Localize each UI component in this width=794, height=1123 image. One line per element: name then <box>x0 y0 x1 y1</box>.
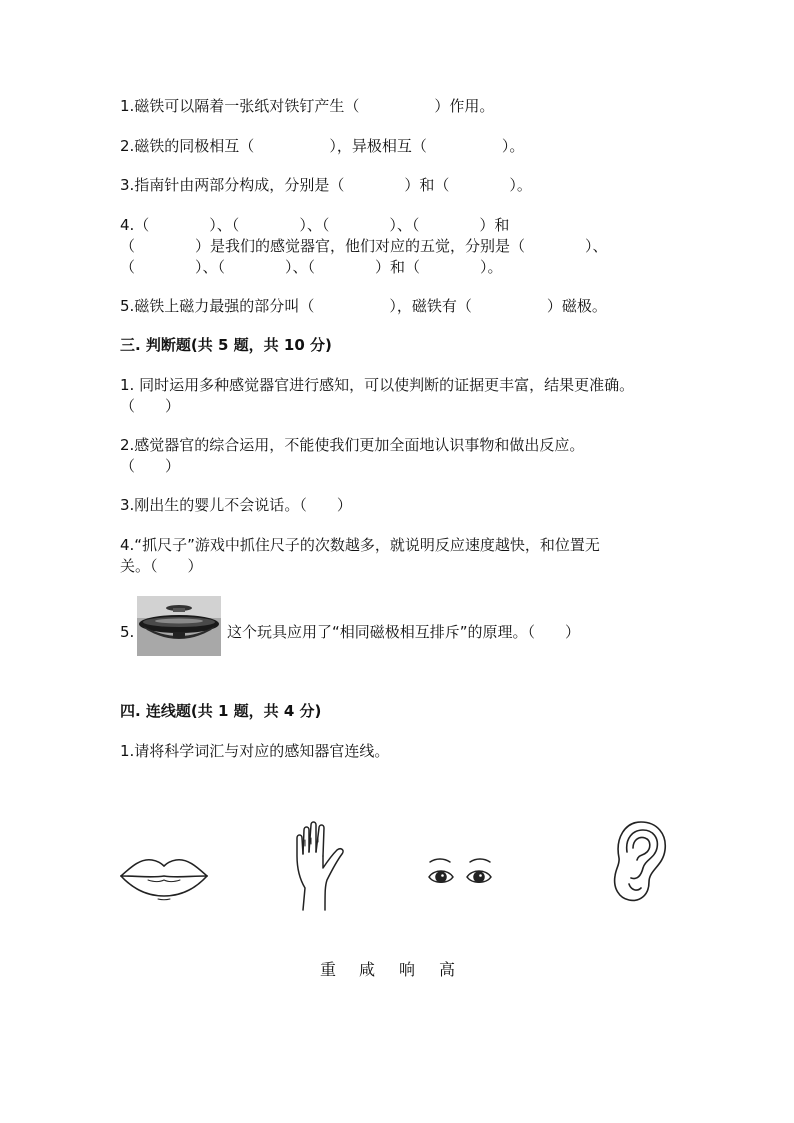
match-word-4[interactable]: 高 <box>439 960 456 979</box>
judge-q5-text: 这个玩具应用了“相同磁极相互排斥”的原理。（ ） <box>227 623 581 641</box>
ear-icon <box>605 818 671 908</box>
fill-q3: 3.指南针由两部分构成，分别是（ ）和（ ）。 <box>120 176 532 194</box>
hand-icon <box>291 820 351 919</box>
judge-q1-line2: （ ） <box>120 397 181 415</box>
match-word-1[interactable]: 重 <box>320 960 337 979</box>
fill-q4-line1: 4.（ ）、（ ）、（ ）、（ ）和 <box>120 216 510 234</box>
fill-q4-line2: （ ）是我们的感觉器官，他们对应的五觉，分别是（ ）、 <box>120 237 608 255</box>
fill-q5: 5.磁铁上磁力最强的部分叫（ ），磁铁有（ ）磁极。 <box>120 297 607 315</box>
lips-icon <box>118 852 210 906</box>
match-word-3[interactable]: 响 <box>399 960 416 979</box>
judge-q2-line1: 2.感觉器官的综合运用，不能使我们更加全面地认识事物和做出反应。 <box>120 436 585 454</box>
fill-q1: 1.磁铁可以隔着一张纸对铁钉产生（ ）作用。 <box>120 97 495 115</box>
magnet-toy-image <box>137 596 221 656</box>
match-word-2[interactable]: 咸 <box>359 960 376 979</box>
section-heading-match: 四. 连线题(共 1 题，共 4 分) <box>120 702 322 720</box>
judge-q1-line1: 1. 同时运用多种感觉器官进行感知，可以使判断的证据更丰富，结果更准确。 <box>120 376 635 394</box>
judge-q4-line1: 4.“抓尺子”游戏中抓住尺子的次数越多，就说明反应速度越快，和位置无 <box>120 536 600 554</box>
section-heading-judge: 三. 判断题(共 5 题，共 10 分) <box>120 336 332 354</box>
fill-q4-line3: （ ）、（ ）、（ ）和（ ）。 <box>120 258 503 276</box>
judge-q5-number: 5. <box>120 623 135 641</box>
judge-q2-line2: （ ） <box>120 457 181 475</box>
judge-q3: 3.刚出生的婴儿不会说话。（ ） <box>120 496 352 514</box>
judge-q4-line2: 关。（ ） <box>120 557 203 575</box>
match-word-list <box>0 957 794 979</box>
match-q1: 1.请将科学词汇与对应的感知器官连线。 <box>120 742 390 760</box>
fill-q2: 2.磁铁的同极相互（ ），异极相互（ ）。 <box>120 137 525 155</box>
eyes-icon <box>426 856 496 896</box>
